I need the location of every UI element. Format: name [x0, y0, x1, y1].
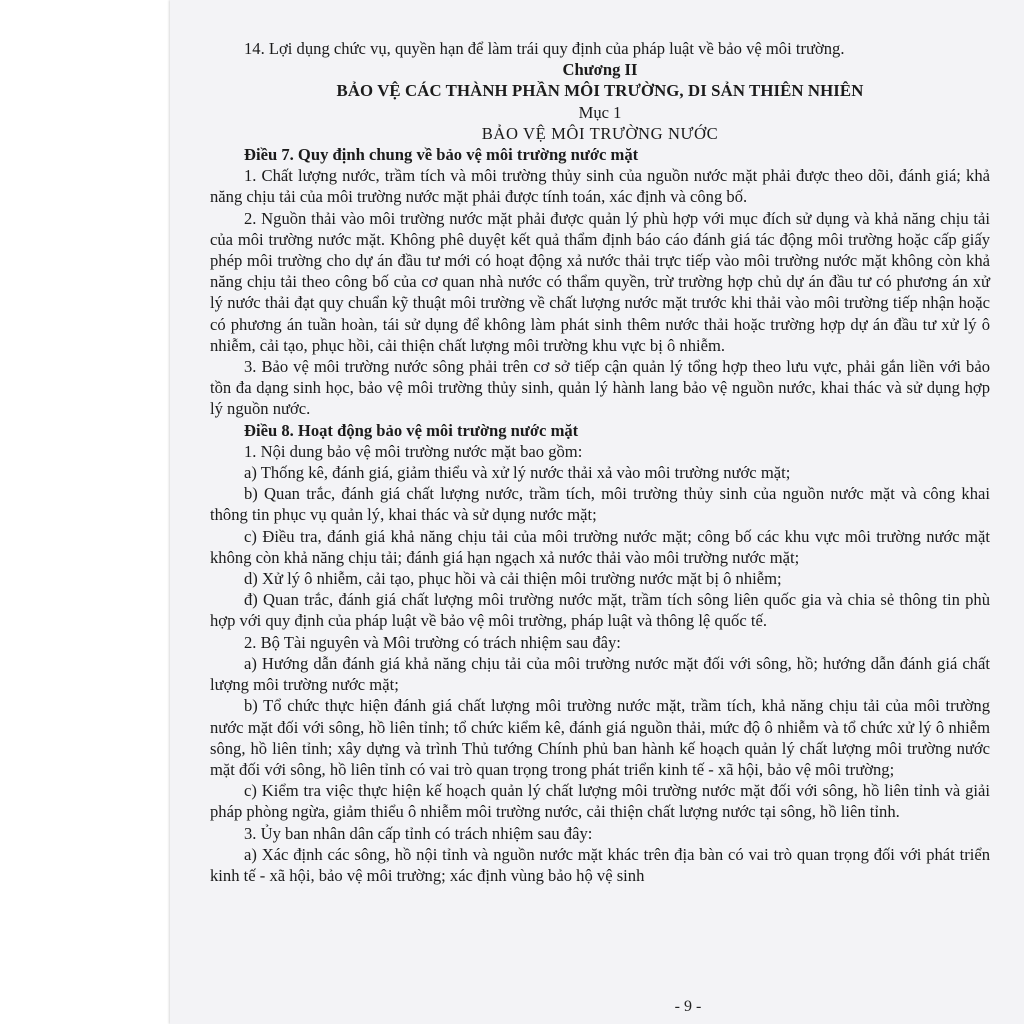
article-8-item-1b: b) Quan trắc, đánh giá chất lượng nước, trầm tích, môi trường thủy sinh của nguồn nước mặt và công khai thông tin phục vụ quản lý, khai thác và sử dụng nước mặt;	[210, 484, 990, 525]
clause-14: 14. Lợi dụng chức vụ, quyền hạn để làm trái quy định của pháp luật về bảo vệ môi trường.	[244, 39, 845, 58]
article-8-title: Điều 8. Hoạt động bảo vệ môi trường nước mặt	[244, 420, 579, 440]
article-8-item-2a: a) Hướng dẫn đánh giá khả năng chịu tải của môi trường nước mặt đối với sông, hồ; hướng dẫn đánh giá chất lượng môi trường nước mặt;	[210, 653, 990, 695]
article-8-item-1dd: đ) Quan trắc, đánh giá chất lượng môi trường nước mặt, trầm tích sông liên quốc gia và chia sẻ thông tin phù hợp với quy định của pháp luật về bảo vệ môi trường, pháp luật và thông lệ quốc tế.	[210, 590, 990, 631]
article-8-item-2b: b) Tổ chức thực hiện đánh giá chất lượng môi trường nước mặt, trầm tích, khả năng chịu tải của môi trường nước mặt đối với sông, hồ liên tỉnh; tổ chức kiểm kê, đánh giá nguồn thải, mức độ ô nhiễm và tổ chức xử lý ô nhiễm sông, hồ liên tỉnh; xây dựng và trình Thủ tướng Chính phủ ban hành kế hoạch quản lý chất lượng môi trường nước mặt đối với sông, hồ liên tỉnh có vai trò quan trọng trong phát triển kinh tế - xã hội, bảo vệ môi trường;	[210, 696, 990, 779]
article-8-item-1d: d) Xử lý ô nhiễm, cải tạo, phục hồi và cải thiện môi trường nước mặt bị ô nhiễm;	[244, 569, 782, 589]
article-7-paragraph-1: 1. Chất lượng nước, trầm tích và môi trường thủy sinh của nguồn nước mặt phải được theo dõi, đánh giá; khả năng chịu tải của môi trường nước mặt phải được tính toán, xác định và công bố.	[210, 166, 990, 207]
page-number: - 9 -	[674, 998, 702, 1015]
page-content	[210, 38, 990, 886]
chapter-label: Chương II	[562, 60, 638, 80]
article-8-item-3a: a) Xác định các sông, hồ nội tỉnh và nguồn nước mặt khác trên địa bàn có vai trò quan trọng đối với phát triển kinh tế - xã hội, bảo vệ môi trường; xác định vùng bảo hộ vệ sinh	[210, 844, 990, 885]
article-8-item-1a: a) Thống kê, đánh giá, giảm thiểu và xử lý nước thải xả vào môi trường nước mặt;	[244, 463, 791, 483]
article-7-paragraph-3: 3. Bảo vệ môi trường nước sông phải trên cơ sở tiếp cận quản lý tổng hợp theo lưu vực, phải gắn liền với bảo tồn đa dạng sinh học, bảo vệ môi trường thủy sinh, quản lý hành lang bảo vệ nguồn nước, khai thác và sử dụng hợp lý nguồn nước.	[210, 357, 990, 419]
article-8-paragraph-1: 1. Nội dung bảo vệ môi trường nước mặt bao gồm:	[244, 441, 583, 461]
section-label: Mục 1	[578, 102, 622, 122]
article-7-title: Điều 7. Quy định chung về bảo vệ môi trường nước mặt	[244, 145, 639, 165]
article-7-paragraph-2: 2. Nguồn thải vào môi trường nước mặt phải được quản lý phù hợp với mục đích sử dụng và khả năng chịu tải của môi trường nước mặt. Không phê duyệt kết quả thẩm định báo cáo đánh giá tác động môi trường hoặc cấp giấy phép môi trường cho dự án đầu tư mới có hoạt động xả nước thải trực tiếp vào môi trường nước mặt không còn khả năng chịu tải theo công bố của cơ quan nhà nước có thẩm quyền, trừ trường hợp chủ dự án đầu tư có phương án xử lý nước thải đạt quy chuẩn kỹ thuật môi trường về chất lượng nước mặt trước khi thải vào môi trường tiếp nhận hoặc có phương án tuần hoàn, tái sử dụng để không làm phát sinh thêm nước thải hoặc trường hợp dự án đầu tư xử lý ô nhiễm, cải tạo, phục hồi, cải thiện chất lượng môi trường khu vực bị ô nhiễm.	[210, 208, 990, 355]
chapter-title: BẢO VỆ CÁC THÀNH PHẦN MÔI TRƯỜNG, DI SẢN THIÊN NHIÊN	[336, 81, 864, 101]
document-page	[170, 0, 1024, 1024]
article-8-paragraph-2: 2. Bộ Tài nguyên và Môi trường có trách nhiệm sau đây:	[244, 632, 621, 652]
article-8-paragraph-3: 3. Ủy ban nhân dân cấp tỉnh có trách nhiệm sau đây:	[244, 823, 593, 843]
section-title: BẢO VỆ MÔI TRƯỜNG NƯỚC	[481, 123, 719, 143]
article-8-item-2c: c) Kiểm tra việc thực hiện kế hoạch quản lý chất lượng môi trường nước mặt đối với sông, hồ liên tỉnh và giải pháp phòng ngừa, giảm thiểu ô nhiễm môi trường nước, cải thiện chất lượng nước tại sông, hồ liên tỉnh.	[210, 781, 990, 822]
article-8-item-1c: c) Điều tra, đánh giá khả năng chịu tải của môi trường nước mặt; công bố các khu vực môi trường nước mặt không còn khả năng chịu tải; đánh giá hạn ngạch xả nước thải vào môi trường nước mặt;	[210, 526, 990, 567]
